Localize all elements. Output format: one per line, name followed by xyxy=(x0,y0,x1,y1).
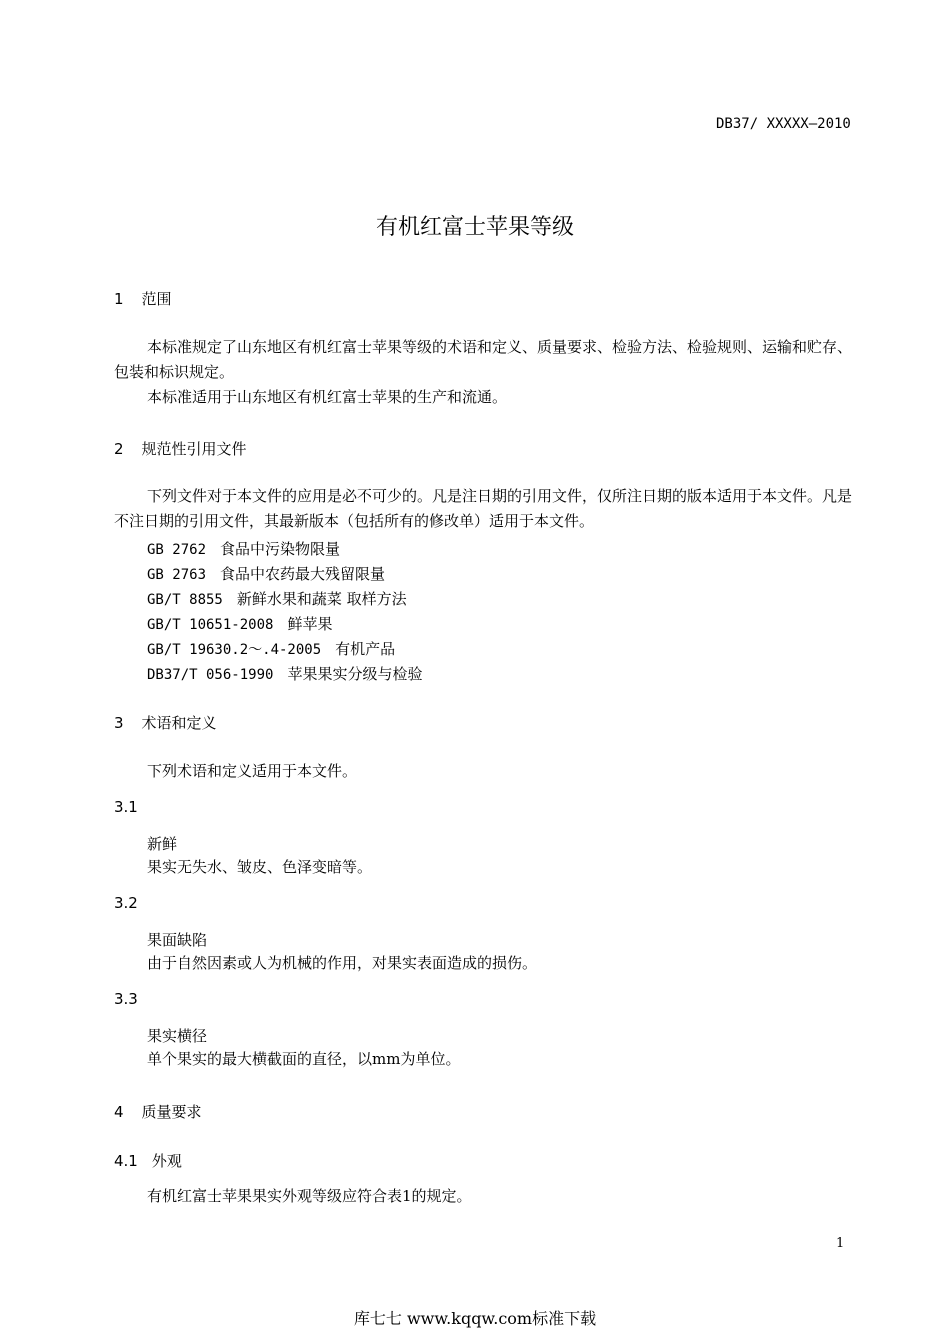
section-title: 规范性引用文件 xyxy=(141,440,247,458)
subsection-4-1-heading xyxy=(114,1150,182,1171)
reference-code: GB 2763 xyxy=(147,567,207,583)
paragraph: 本标准适用于山东地区有机红富士苹果的生产和流通。 xyxy=(147,388,508,406)
term-number: 3.2 xyxy=(114,894,138,912)
term-name: 果面缺陷 xyxy=(147,931,208,949)
section-2-heading xyxy=(114,438,247,459)
reference-name: 食品中污染物限量 xyxy=(220,540,341,558)
subsection-title: 外观 xyxy=(151,1152,182,1170)
section-number: 1 xyxy=(114,290,124,308)
reference-code: GB 2762 xyxy=(147,542,207,558)
section-3-heading xyxy=(114,712,217,733)
term-definition: 由于自然因素或人为机械的作用，对果实表面造成的损伤。 xyxy=(147,954,538,972)
reference-item xyxy=(147,613,332,634)
reference-name: 食品中农药最大残留限量 xyxy=(220,565,386,583)
section-number: 2 xyxy=(114,440,124,458)
paragraph: 本标准规定了山东地区有机红富士苹果等级的术语和定义、质量要求、检验方法、检验规则、运输和贮存、包装和标识规定。 xyxy=(114,338,853,381)
term-name: 新鲜 xyxy=(147,835,178,853)
section-title: 质量要求 xyxy=(141,1103,202,1121)
section-title: 范围 xyxy=(141,290,172,308)
section-number: 3 xyxy=(114,714,124,732)
section-4-heading xyxy=(114,1101,202,1122)
term-name: 果实横径 xyxy=(147,1027,208,1045)
subsection-number: 4.1 xyxy=(114,1152,138,1170)
document-code: DB37/ XXXXX—2010 xyxy=(716,116,851,132)
page-number: 1 xyxy=(836,1236,845,1251)
section-title: 术语和定义 xyxy=(141,714,217,732)
paragraph: 有机红富士苹果果实外观等级应符合表1的规定。 xyxy=(147,1187,472,1205)
section-number: 4 xyxy=(114,1103,124,1121)
term-number: 3.1 xyxy=(114,798,138,816)
term-number: 3.3 xyxy=(114,990,138,1008)
reference-name: 新鲜水果和蔬菜 取样方法 xyxy=(236,590,407,608)
term-definition: 果实无失水、皱皮、色泽变暗等。 xyxy=(147,858,373,876)
site-watermark: 库七七 www.kqqw.com标准下载 xyxy=(353,1309,597,1328)
paragraph: 下列文件对于本文件的应用是必不可少的。凡是注日期的引用文件，仅所注日期的版本适用于本文件。凡是不注日期的引用文件，其最新版本（包括所有的修改单）适用于本文件。 xyxy=(114,487,853,530)
reference-item xyxy=(147,538,340,559)
document-title: 有机红富士苹果等级 xyxy=(375,215,574,240)
term-definition: 单个果实的最大横截面的直径，以mm为单位。 xyxy=(147,1050,461,1068)
reference-code: GB/T 8855 xyxy=(147,592,223,608)
reference-name: 苹果果实分级与检验 xyxy=(287,665,423,683)
reference-name: 有机产品 xyxy=(335,640,396,658)
reference-item xyxy=(147,638,395,659)
reference-code: GB/T 19630.2～.4-2005 xyxy=(147,642,322,658)
reference-item xyxy=(147,563,385,584)
reference-item xyxy=(147,588,407,609)
reference-code: GB/T 10651-2008 xyxy=(147,617,274,633)
section-1-heading xyxy=(114,288,172,309)
reference-name: 鲜苹果 xyxy=(287,615,333,633)
reference-code: DB37/T 056-1990 xyxy=(147,667,274,683)
paragraph: 下列术语和定义适用于本文件。 xyxy=(147,762,358,780)
reference-item xyxy=(147,663,422,684)
